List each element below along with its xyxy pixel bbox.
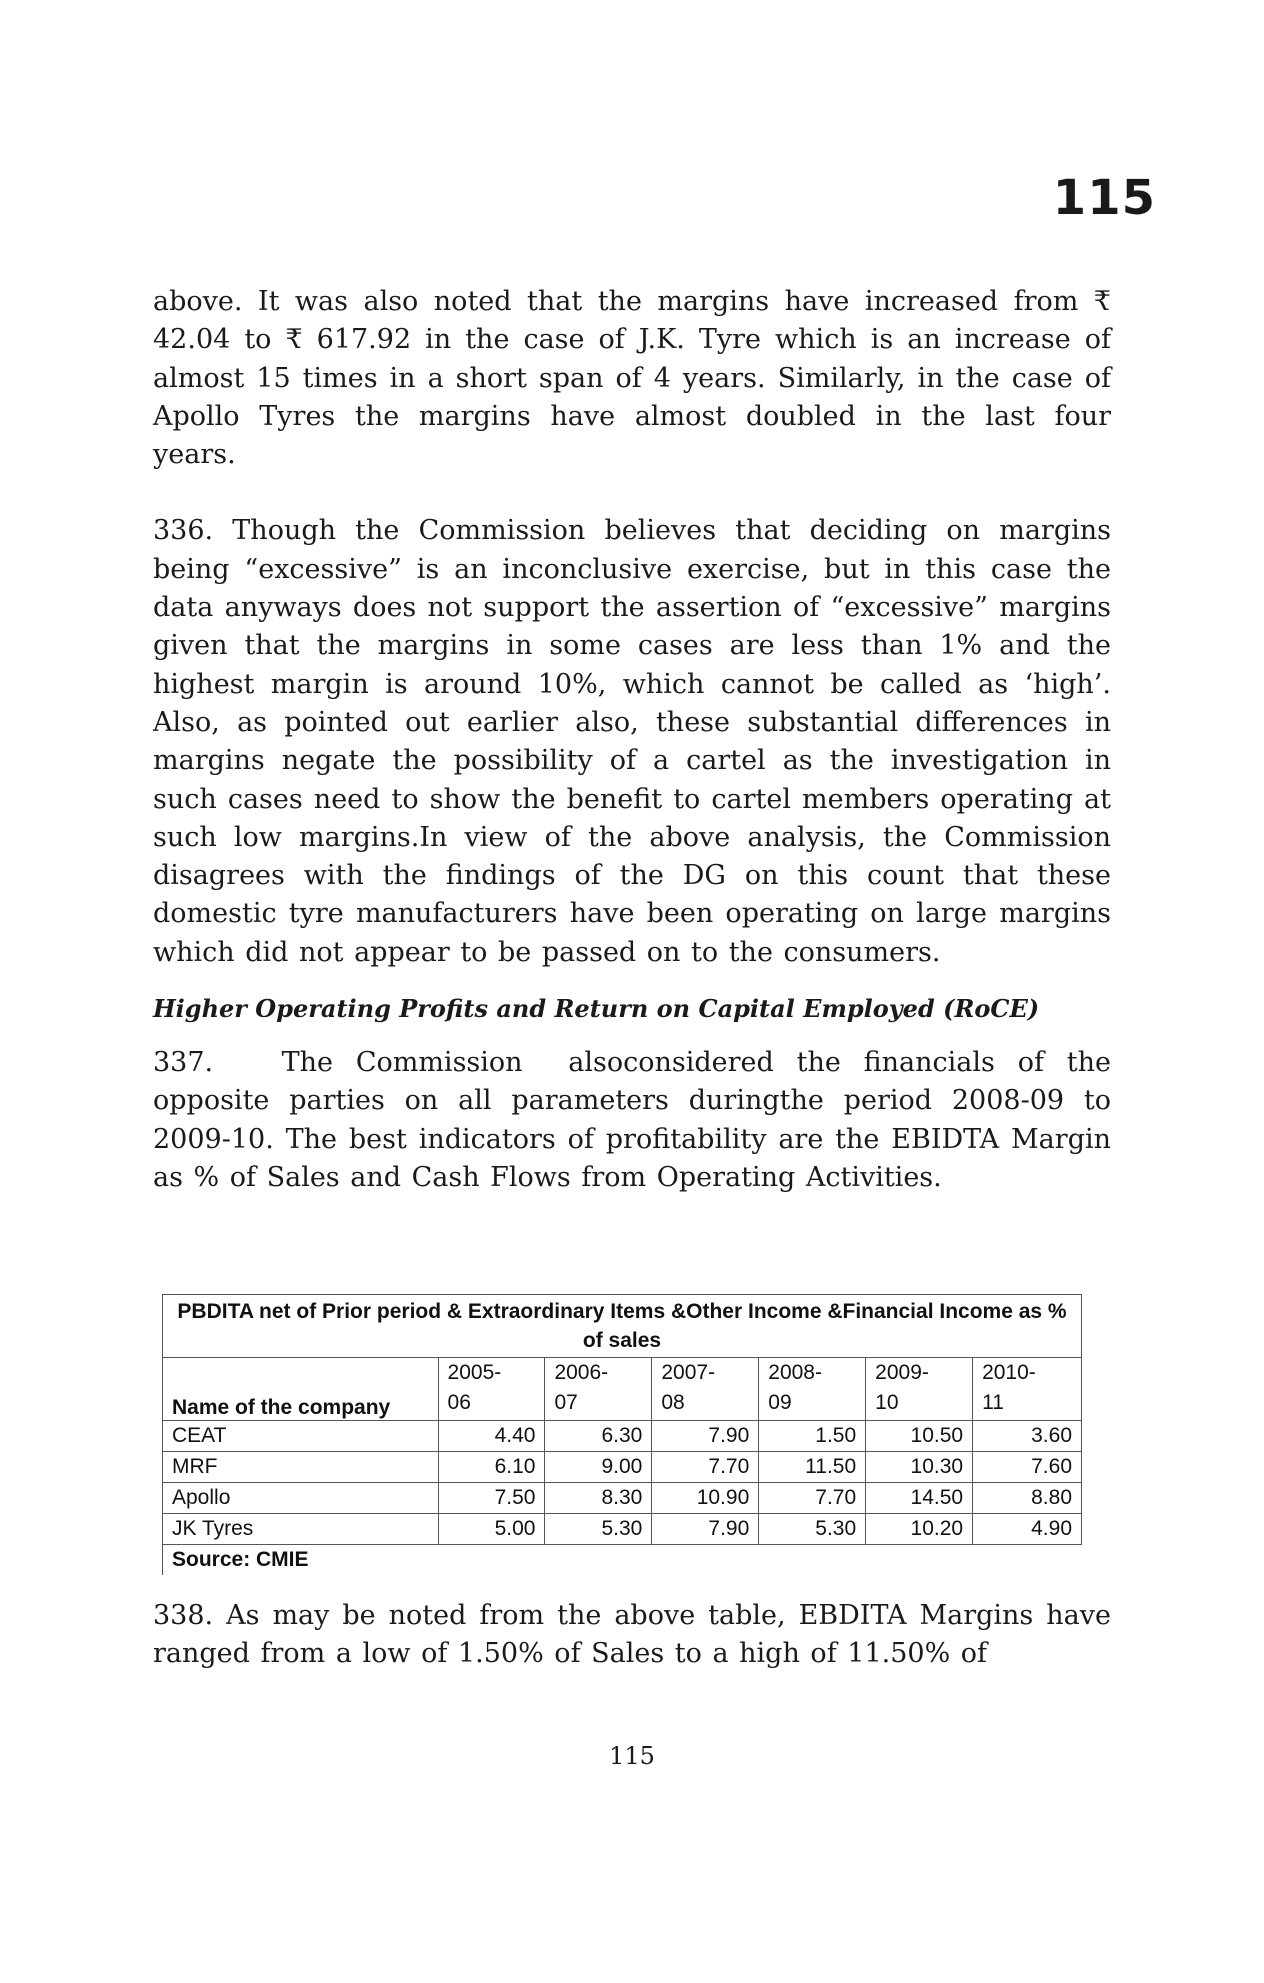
year-header: 2007- 08 bbox=[652, 1358, 759, 1421]
table-cell: 9.00 bbox=[545, 1452, 652, 1483]
table-cell: 3.60 bbox=[973, 1421, 1082, 1452]
table-cell: 10.90 bbox=[652, 1483, 759, 1514]
table-cell: 8.80 bbox=[973, 1483, 1082, 1514]
name-column-header: Name of the company bbox=[163, 1358, 439, 1421]
year-header: 2010- 11 bbox=[973, 1358, 1082, 1421]
table-cell: 11.50 bbox=[759, 1452, 866, 1483]
table-cell: 5.00 bbox=[438, 1514, 545, 1545]
year-header: 2006- 07 bbox=[545, 1358, 652, 1421]
table-row bbox=[163, 1514, 1082, 1545]
page-number-bottom: 115 bbox=[609, 1742, 655, 1770]
document-body bbox=[153, 283, 1122, 1197]
table-cell: 6.30 bbox=[545, 1421, 652, 1452]
table-cell: 4.90 bbox=[973, 1514, 1082, 1545]
table-cell: 10.30 bbox=[866, 1452, 973, 1483]
pbdita-table bbox=[162, 1294, 1082, 1575]
paragraph-338: 338. As may be noted from the above table, EBDITA Margins have ranged from a low of 1.50% of Sales to a high of 11.50% of bbox=[153, 1600, 1111, 1670]
table-cell: 7.60 bbox=[973, 1452, 1082, 1483]
table-cell: 7.70 bbox=[652, 1452, 759, 1483]
table-cell: 6.10 bbox=[438, 1452, 545, 1483]
table-cell: 4.40 bbox=[438, 1421, 545, 1452]
year-header: 2008- 09 bbox=[759, 1358, 866, 1421]
table-row bbox=[163, 1421, 1082, 1452]
company-name: MRF bbox=[163, 1452, 439, 1483]
table-cell: 7.90 bbox=[652, 1514, 759, 1545]
table-cell: 5.30 bbox=[759, 1514, 866, 1545]
table-cell: 10.20 bbox=[866, 1514, 973, 1545]
table-header-row bbox=[163, 1358, 1082, 1421]
table-cell: 14.50 bbox=[866, 1483, 973, 1514]
table-cell: 7.70 bbox=[759, 1483, 866, 1514]
table-cell: 5.30 bbox=[545, 1514, 652, 1545]
table-row bbox=[163, 1483, 1082, 1514]
table-cell: 7.90 bbox=[652, 1421, 759, 1452]
table-caption: PBDITA net of Prior period & Extraordinary Items &Other Income &Financial Income as % of sales bbox=[163, 1295, 1082, 1358]
company-name: JK Tyres bbox=[163, 1514, 439, 1545]
company-name: CEAT bbox=[163, 1421, 439, 1452]
paragraph-337: 337. The Commission alsoconsidered the financials of the opposite parties on all parameters duringthe period 2008-09 to 2009-10. The best indicators of profitability are the EBIDTA Margin as % of Sales and Cash Flows from Operating Activities. bbox=[153, 1047, 1122, 1193]
table-cell: 10.50 bbox=[866, 1421, 973, 1452]
paragraph-336: 336. Though the Commission believes that deciding on margins being “excessive” is an inconclusive exercise, but in this case the data anyways does not support the assertion of “excessive” margins given that the margins in some cases are less than 1% and the highest margin is around 10%, which cannot be called as ‘high’. Also, as pointed out earlier also, these substantial differences in margins negate the possibility of a cartel as the investigation in such cases need to show the benefit to cartel members operating at such low margins.In view of the above analysis, the Commission disagrees with the findings of the DG on this count that these domestic tyre manufacturers have been operating on large margins which did not appear to be passed on to the consumers. bbox=[153, 515, 1111, 968]
section-heading: Higher Operating Profits and Return on Capital Employed (RoCE) bbox=[153, 994, 1040, 1024]
year-header: 2005- 06 bbox=[438, 1358, 545, 1421]
company-name: Apollo bbox=[163, 1483, 439, 1514]
table-row bbox=[163, 1452, 1082, 1483]
year-header: 2009- 10 bbox=[866, 1358, 973, 1421]
document-body-continued bbox=[153, 1597, 1111, 1674]
table-cell: 7.50 bbox=[438, 1483, 545, 1514]
paragraph-continuation: above. It was also noted that the margins have increased from ₹ 42.04 to ₹ 617.92 in the case of J.K. Tyre which is an increase of almost 15 times in a short span of 4 years. Similarly, in the case of Apollo Tyres the margins have almost doubled in the last four years. bbox=[153, 286, 1111, 471]
table-cell: 1.50 bbox=[759, 1421, 866, 1452]
page-number-top: 115 bbox=[1052, 170, 1156, 226]
table-source: Source: CMIE bbox=[163, 1545, 1082, 1576]
table-cell: 8.30 bbox=[545, 1483, 652, 1514]
